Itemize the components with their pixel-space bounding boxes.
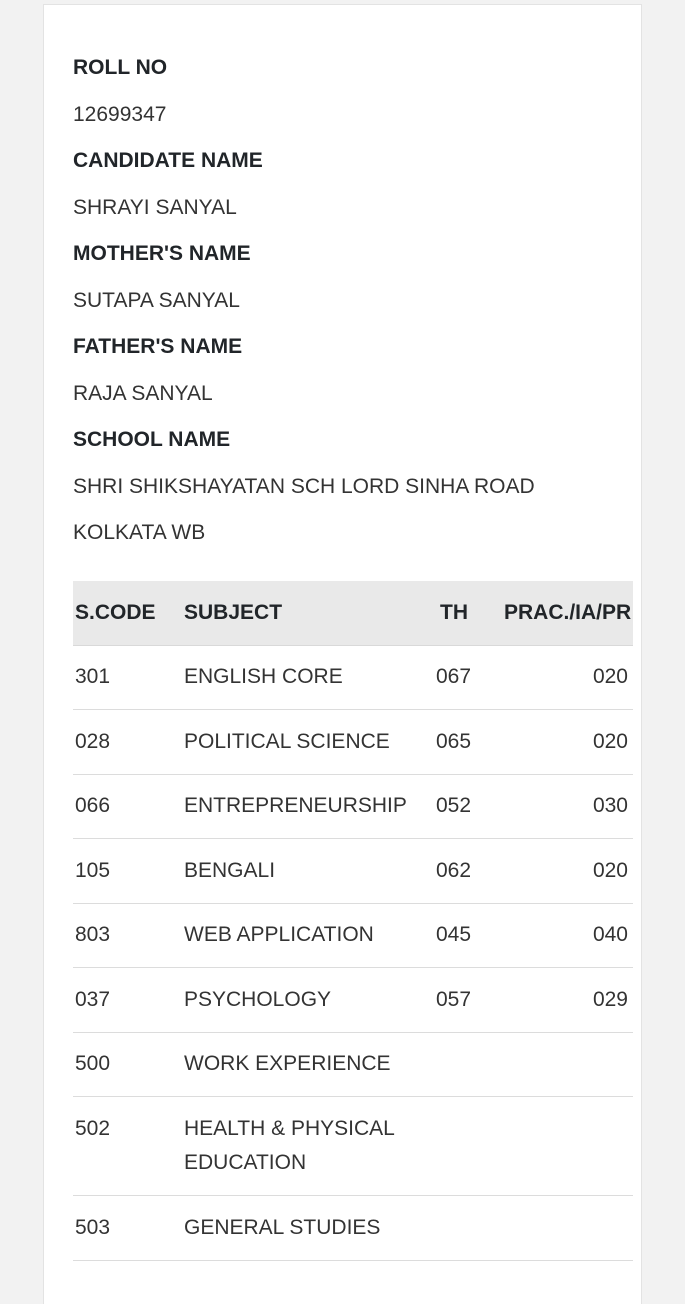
cell-code: 502 [73,1097,182,1196]
cell-subject: PSYCHOLOGY [182,968,433,1033]
roll-no-label: ROLL NO [73,56,168,80]
table-row [73,774,633,839]
cell-practical: 040 [497,903,633,968]
cell-practical: 030 [497,774,633,839]
cell-practical: 020 [497,710,633,775]
header-subject: SUBJECT [182,581,433,645]
cell-theory: 062 [433,839,497,904]
cell-subject: HEALTH & PHYSICAL EDUCATION [182,1097,433,1196]
cell-practical [497,1097,633,1196]
table-row [73,710,633,775]
cell-theory: 052 [433,774,497,839]
table-row [73,1097,633,1196]
cell-practical [497,1032,633,1097]
table-header-row [73,581,633,645]
table-row [73,1196,633,1261]
cell-code: 301 [73,645,182,710]
roll-no-value: 12699347 [73,102,167,126]
school-name-line2: KOLKATA WB [73,521,206,545]
cell-subject: ENGLISH CORE [182,645,433,710]
cell-code: 105 [73,839,182,904]
cell-subject: GENERAL STUDIES [182,1196,433,1261]
cell-subject: WORK EXPERIENCE [182,1032,433,1097]
school-name-label: SCHOOL NAME [73,428,231,452]
cell-theory [433,1097,497,1196]
cell-theory: 045 [433,903,497,968]
father-name-value: RAJA SANYAL [73,381,213,405]
candidate-info [73,45,633,557]
marks-table [73,581,633,1261]
cell-subject: ENTREPRENEURSHIP [182,774,433,839]
cell-subject: BENGALI [182,839,433,904]
table-row [73,903,633,968]
cell-code: 503 [73,1196,182,1261]
marks-table-scroll[interactable] [73,581,632,1261]
cell-code: 066 [73,774,182,839]
cell-subject: POLITICAL SCIENCE [182,710,433,775]
cell-code: 028 [73,710,182,775]
result-card [43,4,642,1304]
cell-code: 500 [73,1032,182,1097]
father-name-label: FATHER'S NAME [73,335,243,359]
cell-theory [433,1032,497,1097]
table-row [73,839,633,904]
cell-code: 803 [73,903,182,968]
cell-practical [497,1196,633,1261]
cell-theory: 065 [433,710,497,775]
cell-theory: 057 [433,968,497,1033]
cell-theory: 067 [433,645,497,710]
header-theory: TH [433,581,497,645]
table-row [73,968,633,1033]
candidate-name-value: SHRAYI SANYAL [73,195,237,219]
cell-practical: 020 [497,839,633,904]
header-practical: PRAC./IA/PR [497,581,633,645]
cell-code: 037 [73,968,182,1033]
mother-name-label: MOTHER'S NAME [73,242,251,266]
cell-practical: 029 [497,968,633,1033]
table-row [73,1032,633,1097]
school-name-line1: SHRI SHIKSHAYATAN SCH LORD SINHA ROAD [73,474,535,498]
mother-name-value: SUTAPA SANYAL [73,288,240,312]
candidate-name-label: CANDIDATE NAME [73,149,263,173]
header-code: S.CODE [73,581,182,645]
cell-practical: 020 [497,645,633,710]
table-row [73,645,633,710]
cell-subject: WEB APPLICATION [182,903,433,968]
cell-theory [433,1196,497,1261]
